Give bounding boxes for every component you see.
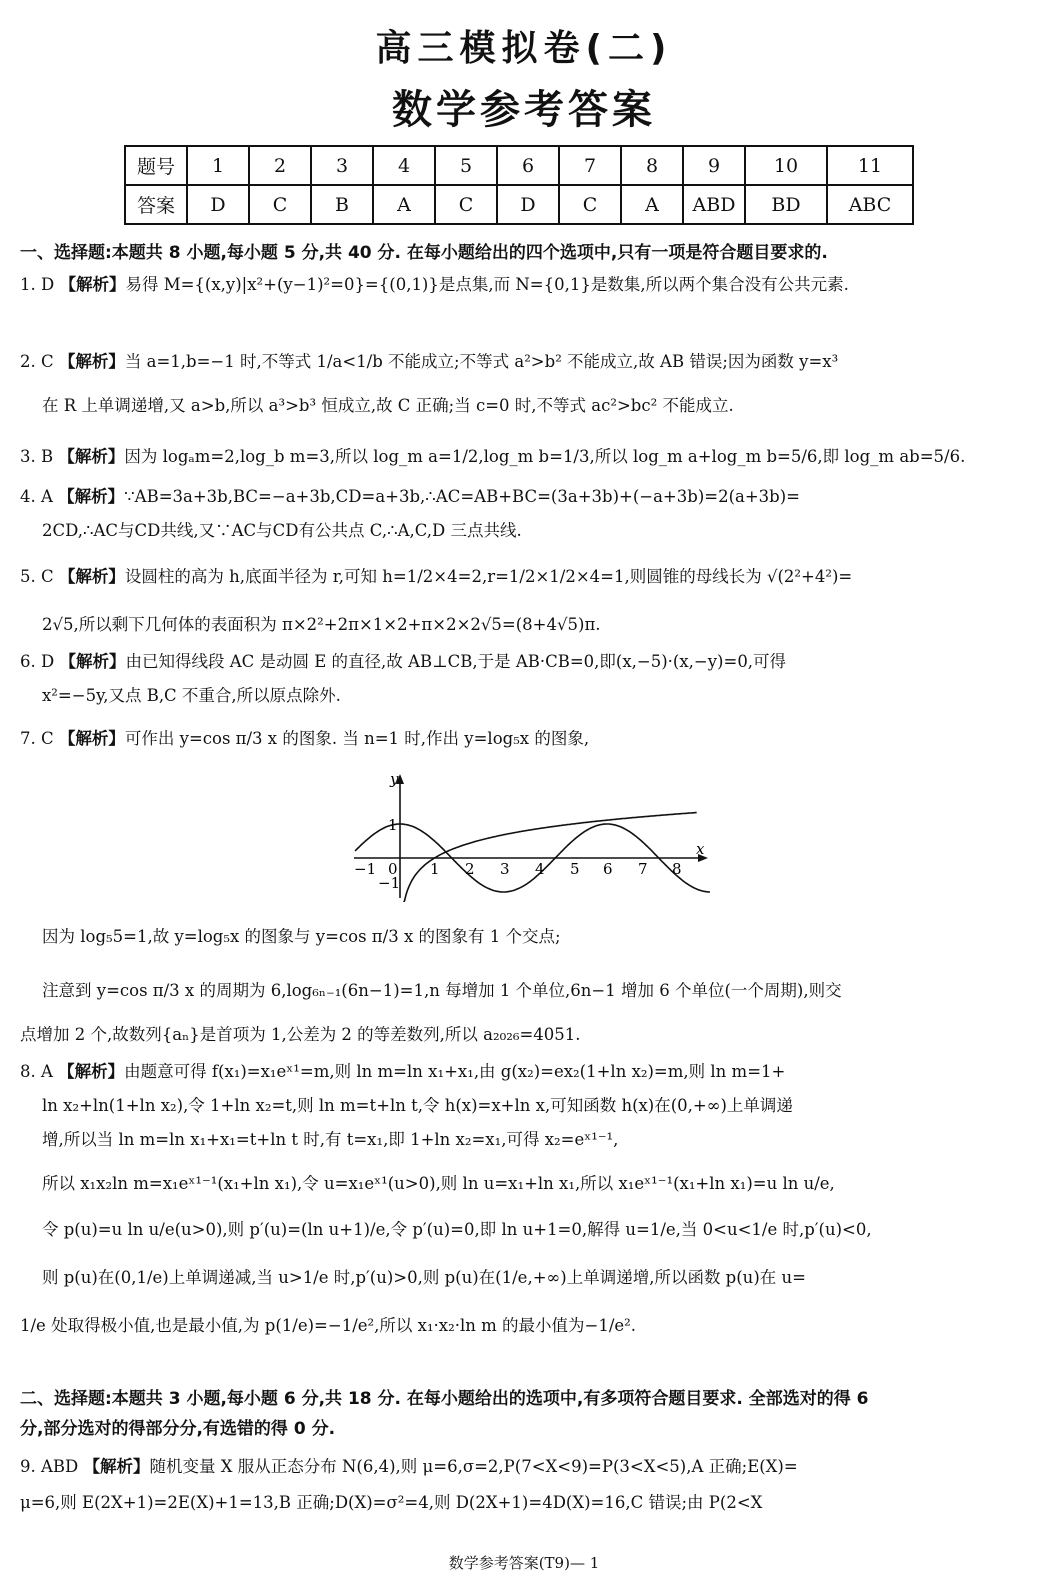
- analysis-tag: 【解析】: [59, 275, 126, 294]
- analysis-tag: 【解析】: [58, 352, 125, 371]
- x-tick-label: −1: [354, 860, 377, 878]
- solution-7: [20, 722, 1025, 756]
- x-tick-label: 5: [570, 860, 580, 878]
- solution-text: 当 a=1,b=−1 时,不等式 1/a<1/b 不能成立;不等式 a²>b² 不能成立,故 AB 错误;因为函数 y=x³: [124, 352, 839, 371]
- x-tick-label: 6: [603, 860, 613, 878]
- solution-text: 增,所以当 ln m=ln x₁+x₁=t+ln t 时,有 t=x₁,即 1+ln x₂=x₁,可得 x₂=eˣ¹⁻¹,: [42, 1130, 619, 1149]
- solution-8: [20, 1055, 1025, 1343]
- question-number: 3. B: [20, 447, 54, 466]
- question-number: 6. D: [20, 652, 55, 671]
- table-row: [125, 185, 913, 224]
- solution-text: 因为 logₐm=2,log_b m=3,所以 log_m a=1/2,log_m b=1/3,所以 log_m a+log_m b=5/6,即 log_m ab=5/6.: [124, 447, 966, 466]
- y-tick-label: −1: [378, 874, 401, 892]
- section-heading-1: 一、选择题:本题共 8 小题,每小题 5 分,共 40 分. 在每小题给出的四个选项中,只有一项是符合题目要求的.: [20, 243, 828, 263]
- table-header-cell: 题号: [125, 146, 187, 185]
- analysis-tag: 【解析】: [58, 1062, 125, 1081]
- x-axis-label: x: [696, 840, 705, 858]
- analysis-tag: 【解析】: [59, 652, 126, 671]
- solution-text: 点增加 2 个,故数列{aₙ}是首项为 1,公差为 2 的等差数列,所以 a₂₀₂₆=4051.: [20, 1025, 581, 1044]
- solution-text: 设圆柱的高为 h,底面半径为 r,可知 h=1/2×4=2,r=1/2×1/2×4=1,则圆锥的母线长为 √(2²+4²)=: [124, 567, 853, 586]
- x-tick-label: 4: [535, 860, 545, 878]
- solution-text: 2√5,所以剩下几何体的表面积为 π×2²+2π×1×2+π×2×2√5=(8+4√5)π.: [42, 615, 601, 634]
- y-tick-label: 1: [388, 816, 398, 834]
- table-cell: 5: [435, 146, 497, 185]
- table-cell: D: [187, 185, 249, 224]
- table-cell: 11: [827, 146, 913, 185]
- solution-9: [20, 1450, 1025, 1520]
- solution-text: 则 p(u)在(0,1/e)上单调递减,当 u>1/e 时,p′(u)>0,则 p(u)在(1/e,+∞)上单调递增,所以函数 p(u)在 u=: [42, 1268, 806, 1287]
- question-number: 2. C: [20, 352, 54, 371]
- table-cell: 10: [745, 146, 827, 185]
- solution-text: ∵AB=3a+3b,BC=−a+3b,CD=a+3b,∴AC=AB+BC=(3a+3b)+(−a+3b)=2(a+3b)=: [124, 487, 801, 506]
- question-number: 7. C: [20, 729, 54, 748]
- table-cell: C: [435, 185, 497, 224]
- question-number: 5. C: [20, 567, 54, 586]
- solution-7-continued: [20, 920, 1025, 1052]
- table-cell: ABC: [827, 185, 913, 224]
- solution-text: 所以 x₁x₂ln m=x₁eˣ¹⁻¹(x₁+ln x₁),令 u=x₁eˣ¹(u>0),则 ln u=x₁+ln x₁,所以 x₁eˣ¹⁻¹(x₁+ln x₁)=u ln u/e,: [42, 1174, 835, 1193]
- solution-text: ln x₂+ln(1+ln x₂),令 1+ln x₂=t,则 ln m=t+ln t,令 h(x)=x+ln x,可知函数 h(x)在(0,+∞)上单调递: [42, 1096, 793, 1115]
- table-cell: 2: [249, 146, 311, 185]
- x-tick-label: 2: [465, 860, 475, 878]
- question-number: 1. D: [20, 275, 55, 294]
- solution-text: 在 R 上单调递增,又 a>b,所以 a³>b³ 恒成立,故 C 正确;当 c=0 时,不等式 ac²>bc² 不能成立.: [42, 396, 734, 415]
- solution-4: [20, 480, 1025, 548]
- analysis-tag: 【解析】: [58, 447, 125, 466]
- section-heading-text: 二、选择题:本题共 3 小题,每小题 6 分,共 18 分. 在每小题给出的选项中,有多项符合题目要求. 全部选对的得 6: [20, 1389, 869, 1409]
- solution-text: 可作出 y=cos π/3 x 的图象. 当 n=1 时,作出 y=log₅x 的图象,: [124, 729, 590, 748]
- solution-text: 令 p(u)=u ln u/e(u>0),则 p′(u)=(ln u+1)/e,令 p′(u)=0,即 ln u+1=0,解得 u=1/e,当 0<u<1/e 时,p′(u)<0,: [42, 1220, 872, 1239]
- cos-log-graph: [350, 770, 710, 902]
- x-tick-label: 1: [430, 860, 440, 878]
- table-header-cell: 答案: [125, 185, 187, 224]
- solution-text: 随机变量 X 服从正态分布 N(6,4),则 μ=6,σ=2,P(7<X<9)=P(3<X<5),A 正确;E(X)=: [149, 1457, 798, 1476]
- solution-text: 1/e 处取得极小值,也是最小值,为 p(1/e)=−1/e²,所以 x₁·x₂·ln m 的最小值为−1/e².: [20, 1316, 637, 1335]
- table-cell: 8: [621, 146, 683, 185]
- solution-3: [20, 440, 1025, 474]
- analysis-tag: 【解析】: [83, 1457, 150, 1476]
- analysis-tag: 【解析】: [58, 567, 125, 586]
- table-cell: C: [559, 185, 621, 224]
- page-title: 高三模拟卷(二): [375, 28, 673, 69]
- table-cell: 1: [187, 146, 249, 185]
- solution-text: 2CD,∴AC与CD共线,又∵AC与CD有公共点 C,∴A,C,D 三点共线.: [42, 521, 522, 540]
- section-heading-2: [20, 1384, 1030, 1444]
- question-number: 8. A: [20, 1062, 53, 1081]
- solution-2: [20, 345, 1025, 423]
- solution-text: 易得 M={(x,y)|x²+(y−1)²=0}={(0,1)}是点集,而 N={0,1}是数集,所以两个集合没有公共元素.: [125, 275, 849, 294]
- table-cell: B: [311, 185, 373, 224]
- table-cell: A: [373, 185, 435, 224]
- solution-5: [20, 560, 1025, 642]
- solution-text: 由题意可得 f(x₁)=x₁eˣ¹=m,则 ln m=ln x₁+x₁,由 g(x₂)=ex₂(1+ln x₂)=m,则 ln m=1+: [124, 1062, 786, 1081]
- table-cell: 7: [559, 146, 621, 185]
- table-cell: 4: [373, 146, 435, 185]
- table-cell: ABD: [683, 185, 745, 224]
- answer-table: [124, 145, 914, 225]
- solution-6: [20, 645, 1025, 713]
- solution-1: [20, 268, 1025, 302]
- table-cell: D: [497, 185, 559, 224]
- origin-label: 0: [388, 860, 398, 878]
- solution-text: μ=6,则 E(2X+1)=2E(X)+1=13,B 正确;D(X)=σ²=4,则 D(2X+1)=4D(X)=16,C 错误;由 P(2<X: [20, 1493, 763, 1512]
- solution-text: x²=−5y,又点 B,C 不重合,所以原点除外.: [42, 686, 341, 705]
- table-cell: BD: [745, 185, 827, 224]
- page-subtitle: 数学参考答案: [392, 87, 656, 133]
- solution-text: 注意到 y=cos π/3 x 的周期为 6,log₆ₙ₋₁(6n−1)=1,n 每增加 1 个单位,6n−1 增加 6 个单位(一个周期),则交: [42, 981, 842, 1000]
- analysis-tag: 【解析】: [58, 487, 125, 506]
- table-row: [125, 146, 913, 185]
- solution-text: 由已知得线段 AC 是动圆 E 的直径,故 AB⊥CB,于是 AB·CB=0,即(x,−5)·(x,−y)=0,可得: [125, 652, 787, 671]
- question-number: 4. A: [20, 487, 53, 506]
- section-heading-text: 分,部分选对的得部分分,有选错的得 0 分.: [20, 1419, 336, 1439]
- x-tick-label: 8: [672, 860, 682, 878]
- page-footer: 数学参考答案(T9)— 1: [448, 1554, 600, 1572]
- table-cell: 6: [497, 146, 559, 185]
- table-cell: A: [621, 185, 683, 224]
- question-number: 9. ABD: [20, 1457, 79, 1476]
- table-cell: C: [249, 185, 311, 224]
- x-tick-label: 3: [500, 860, 510, 878]
- y-axis-label: y: [390, 770, 399, 788]
- table-cell: 9: [683, 146, 745, 185]
- solution-text: 因为 log₅5=1,故 y=log₅x 的图象与 y=cos π/3 x 的图象有 1 个交点;: [42, 927, 561, 946]
- table-cell: 3: [311, 146, 373, 185]
- x-tick-label: 7: [638, 860, 648, 878]
- analysis-tag: 【解析】: [58, 729, 125, 748]
